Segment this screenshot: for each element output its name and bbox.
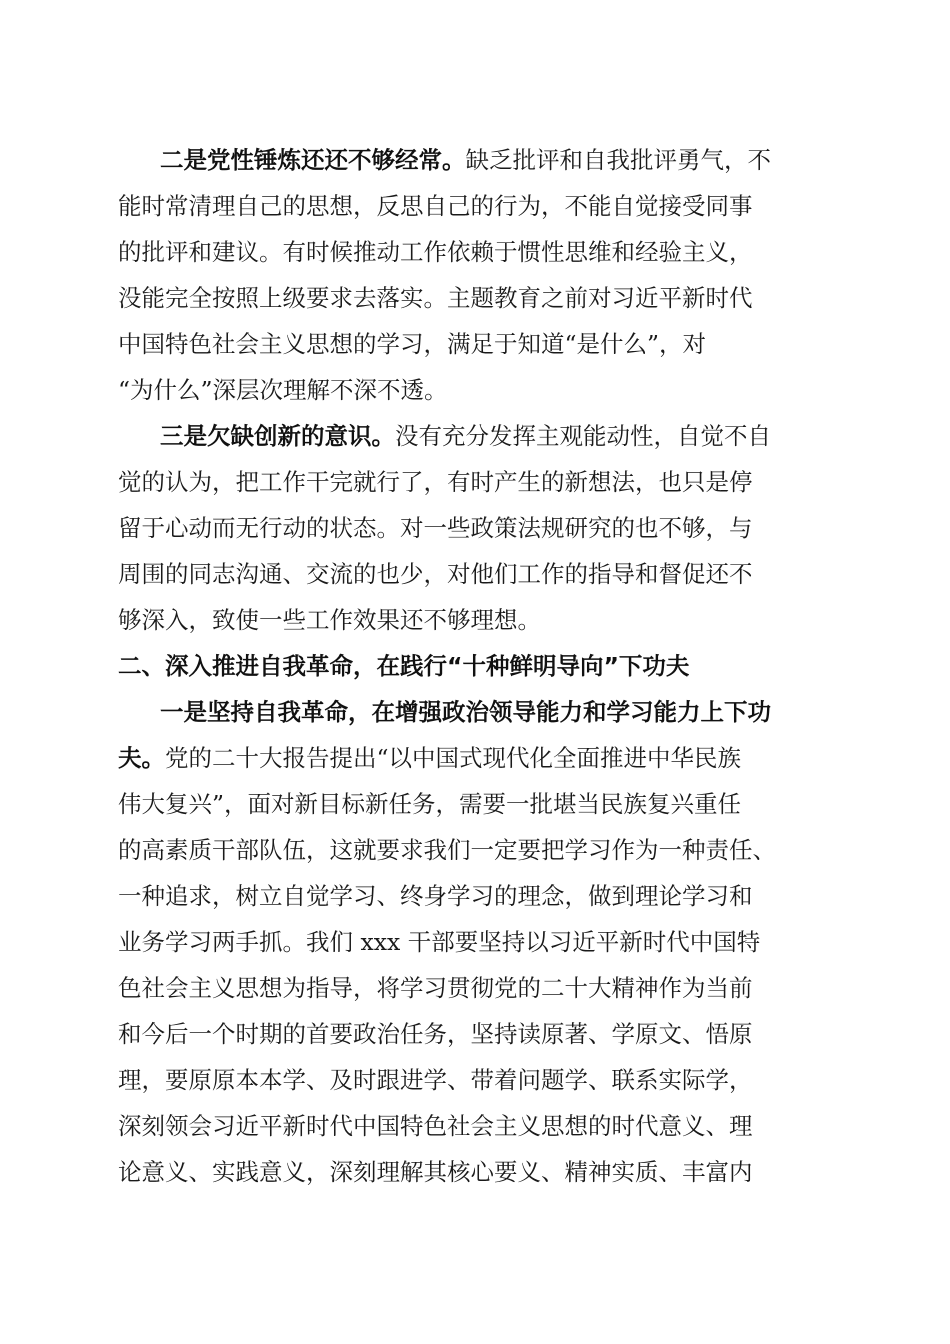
paragraph-3-line-7: 色社会主义思想为指导，将学习贯彻党的二十大精神作为当前: [118, 974, 753, 1002]
paragraph-3-line-6: 业务学习两手抓。我们 xxx 干部要坚持以习近平新时代中国特: [118, 928, 761, 956]
paragraph-2-text: 没有充分发挥主观能动性，自觉不自: [395, 422, 771, 450]
paragraph-1-text: 缺乏批评和自我批评勇气，不: [465, 146, 771, 174]
paragraph-1-line-3: 的批评和建议。有时候推动工作依赖于惯性思维和经验主义，: [118, 238, 753, 266]
paragraph-2-line-2: 觉的认为，把工作干完就行了，有时产生的新想法，也只是停: [118, 468, 753, 496]
paragraph-3-line-11: 论意义、实践意义，深刻理解其核心要义、精神实质、丰富内: [118, 1158, 753, 1186]
paragraph-3-line-9: 理，要原原本本学、及时跟进学、带着问题学、联系实际学，: [118, 1066, 753, 1094]
paragraph-2-line-3: 留于心动而无行动的状态。对一些政策法规研究的也不够，与: [118, 514, 753, 542]
paragraph-3-lead-line-1: 一是坚持自我革命，在增强政治领导能力和学习能力上下功: [160, 698, 771, 726]
paragraph-2-line-4: 周围的同志沟通、交流的也少，对他们工作的指导和督促还不: [118, 560, 753, 588]
section-heading: 二、深入推进自我革命，在践行“十种鲜明导向”下功夫: [118, 652, 690, 680]
paragraph-3-line-5: 一种追求，树立自觉学习、终身学习的理念，做到理论学习和: [118, 882, 753, 910]
paragraph-3-text: 党的二十大报告提出“以中国式现代化全面推进中华民族: [165, 744, 742, 772]
paragraph-3-line-3: 伟大复兴”，面对新目标新任务，需要一批堪当民族复兴重任: [118, 790, 742, 818]
paragraph-1-line-5: 中国特色社会主义思想的学习，满足于知道“是什么”，对: [118, 330, 707, 358]
paragraph-3-lead-line-2: 夫。: [118, 744, 165, 772]
paragraph-2-line-1: [160, 416, 771, 456]
paragraph-1-line-2: 能时常清理自己的思想，反思自己的行为，不能自觉接受同事: [118, 192, 753, 220]
paragraph-1-line-1: [160, 140, 771, 180]
paragraph-3-line-2: [118, 738, 741, 778]
paragraph-3-line-8: 和今后一个时期的首要政治任务，坚持读原著、学原文、悟原: [118, 1020, 753, 1048]
paragraph-3-line-10: 深刻领会习近平新时代中国特色社会主义思想的时代意义、理: [118, 1112, 753, 1140]
paragraph-1-line-4: 没能完全按照上级要求去落实。主题教育之前对习近平新时代: [118, 284, 753, 312]
paragraph-2-line-5: 够深入，致使一些工作效果还不够理想。: [118, 606, 541, 634]
paragraph-3-line-4: 的高素质干部队伍，这就要求我们一定要把学习作为一种责任、: [118, 836, 776, 864]
paragraph-1-lead: 二是党性锤炼还还不够经常。: [160, 146, 466, 174]
paragraph-2-lead: 三是欠缺创新的意识。: [160, 422, 395, 450]
paragraph-1-line-6: “为什么”深层次理解不深不透。: [118, 376, 448, 404]
